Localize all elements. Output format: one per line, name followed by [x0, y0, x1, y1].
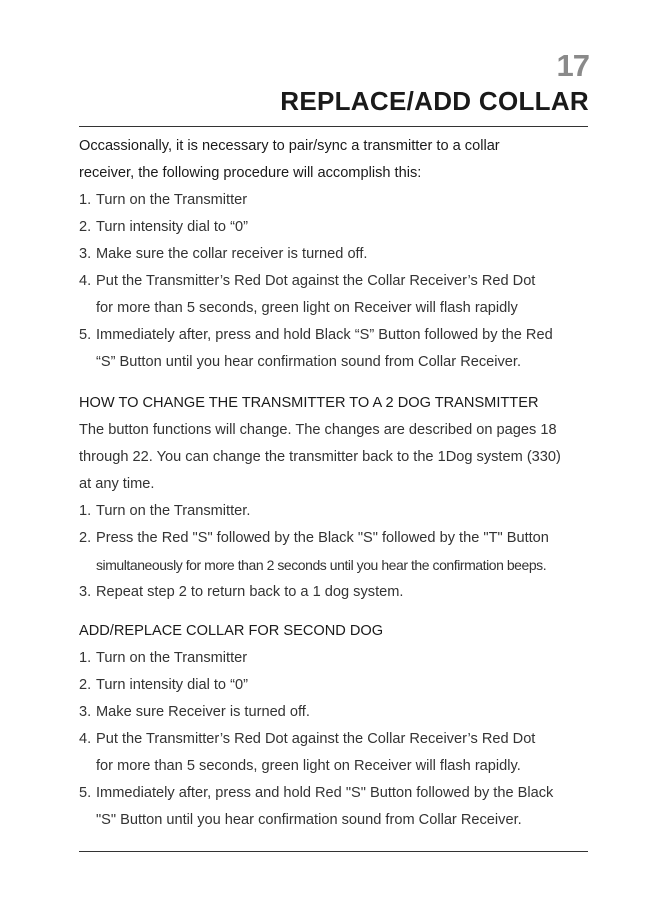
list-item [79, 322, 594, 376]
step-number: 2. [79, 219, 92, 235]
page-number: 17 [556, 48, 589, 83]
title-divider [79, 126, 588, 127]
two-dog-steps-list [79, 498, 594, 606]
list-item [79, 672, 594, 699]
list-item [79, 525, 594, 579]
step-text: Put the Transmitter’s Red Dot against the Collar Receiver’s Red Dot [96, 273, 536, 289]
step-text: Turn on the Transmitter. [96, 503, 251, 519]
paragraph-line: The button functions will change. The changes are described on pages 18 [79, 422, 557, 438]
list-item [79, 214, 594, 241]
list-item [79, 699, 594, 726]
step-text: Immediately after, press and hold Red "S" Button followed by the Black [96, 785, 554, 801]
step-text-continued: for more than 5 seconds, green light on Receiver will flash rapidly [96, 300, 518, 316]
paragraph-line: at any time. [79, 476, 155, 492]
footer-divider [79, 851, 588, 852]
section-heading-second-dog: ADD/REPLACE COLLAR FOR SECOND DOG [79, 623, 384, 639]
second-dog-steps-list [79, 645, 594, 834]
pair-steps-list [79, 187, 594, 376]
step-number: 3. [79, 246, 92, 262]
list-item [79, 579, 594, 606]
step-number: 1. [79, 650, 92, 666]
step-number: 4. [79, 273, 92, 289]
step-text-continued: “S” Button until you hear confirmation sound from Collar Receiver. [96, 354, 522, 370]
step-number: 3. [79, 704, 92, 720]
step-number: 4. [79, 731, 92, 747]
list-item [79, 726, 594, 780]
step-text: Turn on the Transmitter [96, 192, 248, 208]
spacer [79, 606, 594, 618]
list-item [79, 498, 594, 525]
step-number: 3. [79, 584, 92, 600]
intro-line: receiver, the following procedure will accomplish this: [79, 165, 422, 181]
step-text: Immediately after, press and hold Black “S” Button followed by the Red [96, 327, 553, 343]
list-item [79, 241, 594, 268]
list-item [79, 268, 594, 322]
paragraph-line: through 22. You can change the transmitter back to the 1Dog system (330) [79, 449, 561, 465]
step-text-continued: simultaneously for more than 2 seconds until you hear the confirmation beeps. [96, 557, 547, 573]
page-content [79, 133, 594, 834]
step-text: Repeat step 2 to return back to a 1 dog system. [96, 584, 404, 600]
step-text: Turn intensity dial to “0” [96, 677, 248, 693]
step-number: 5. [79, 785, 92, 801]
step-text: Turn on the Transmitter [96, 650, 248, 666]
step-text: Make sure the collar receiver is turned off. [96, 246, 368, 262]
intro-paragraph [79, 133, 594, 187]
intro-line: Occassionally, it is necessary to pair/sync a transmitter to a collar [79, 138, 500, 154]
section-heading-two-dog: HOW TO CHANGE THE TRANSMITTER TO A 2 DOG TRANSMITTER [79, 395, 539, 411]
page-title: REPLACE/ADD COLLAR [280, 86, 589, 116]
step-text: Press the Red "S" followed by the Black "S" followed by the "T" Button [96, 530, 549, 546]
two-dog-paragraph [79, 417, 594, 498]
list-item [79, 645, 594, 672]
list-item [79, 780, 594, 834]
step-text: Make sure Receiver is turned off. [96, 704, 310, 720]
step-text-continued: for more than 5 seconds, green light on Receiver will flash rapidly. [96, 758, 521, 774]
step-text-continued: "S" Button until you hear confirmation sound from Collar Receiver. [96, 812, 522, 828]
step-text: Put the Transmitter’s Red Dot against the Collar Receiver’s Red Dot [96, 731, 536, 747]
step-number: 5. [79, 327, 92, 343]
step-number: 1. [79, 192, 92, 208]
list-item [79, 187, 594, 214]
step-text: Turn intensity dial to “0” [96, 219, 248, 235]
step-number: 2. [79, 677, 92, 693]
step-number: 2. [79, 530, 92, 546]
spacer [79, 376, 594, 390]
step-number: 1. [79, 503, 92, 519]
